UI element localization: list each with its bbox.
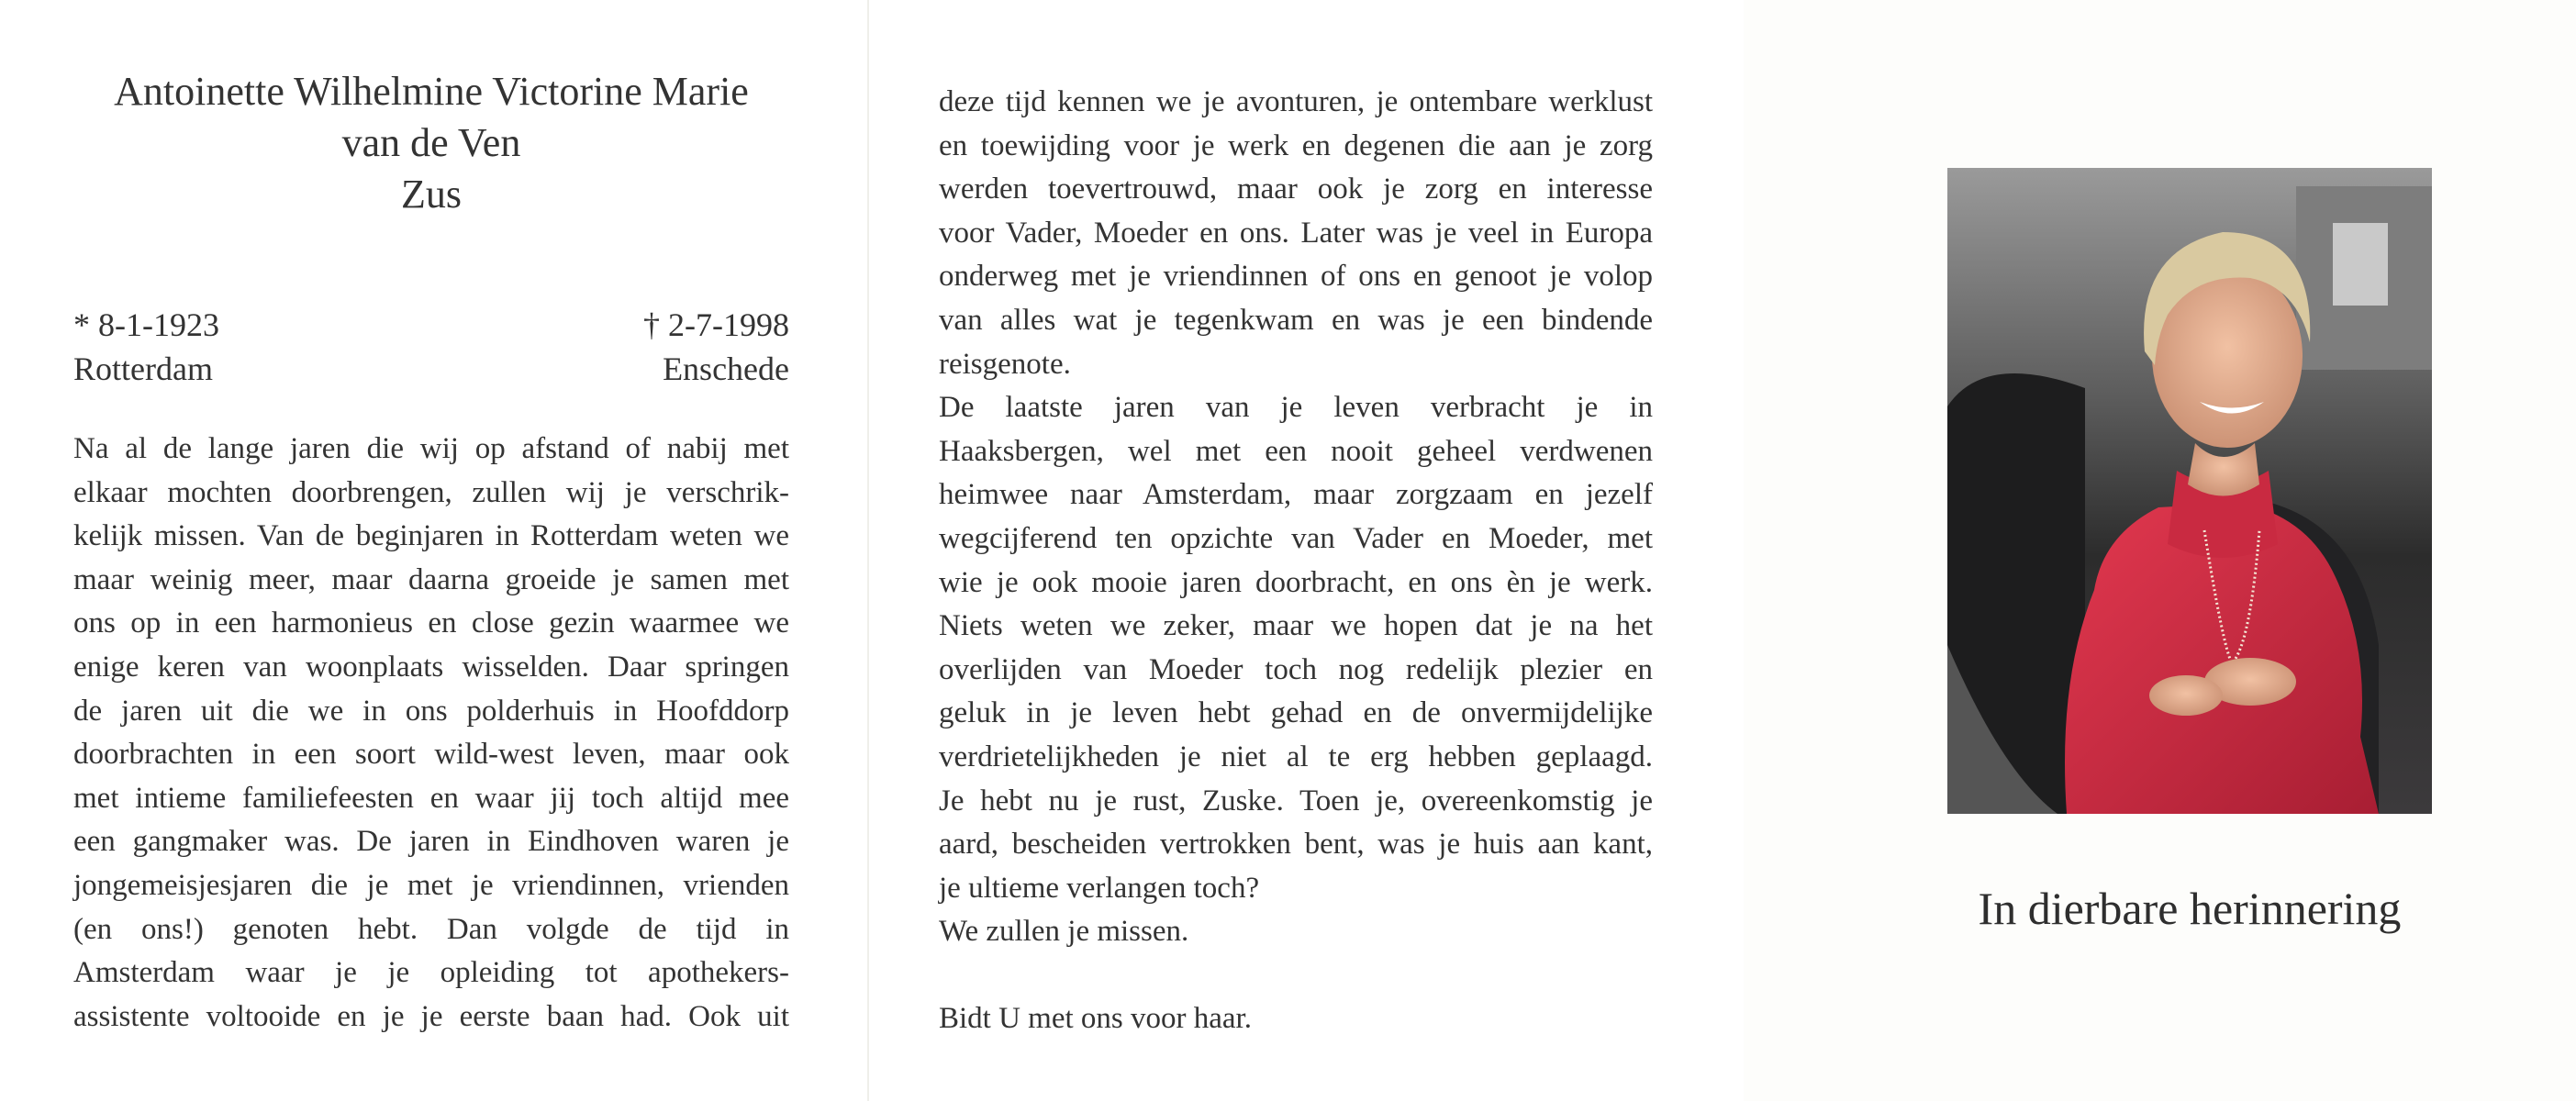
text-line: elkaar mochten doorbrengen, zullen wij je verschrik- — [73, 475, 789, 509]
left-panel — [0, 0, 867, 1101]
text-line: jongemeisjesjaren die je met je vriendinnen, vrienden — [73, 868, 789, 902]
text-line: (en ons!) genoten hebt. Dan volgde de tijd in — [73, 912, 789, 946]
text-line: De laatste jaren van je leven verbracht je in — [939, 391, 1653, 425]
memory-caption: In dierbare herinnering — [1978, 883, 2402, 934]
text-line: heimwee naar Amsterdam, maar zorgzaam en jezelf — [939, 478, 1653, 512]
tribute-text-part2 — [939, 81, 1653, 1041]
text-line: kelijk missen. Van de beginjaren in Rotterdam weten we — [73, 519, 789, 553]
text-line: werden toevertrouwd, maar ook je zorg en interesse — [939, 172, 1653, 206]
birth-place: Rotterdam — [73, 350, 213, 387]
portrait-illustration — [1947, 168, 2432, 814]
nickname: Zus — [401, 172, 462, 217]
text-line: met intieme familiefeesten en waar jij toch altijd mee — [73, 781, 789, 815]
text-line: een gangmaker was. De jaren in Eindhoven waren je — [73, 825, 789, 859]
text-line: Niets weten we zeker, maar we hopen dat je na het — [939, 609, 1653, 643]
text-line: maar weinig meer, maar daarna groeide je samen met — [73, 562, 789, 596]
text-line: wie je ook mooie jaren doorbracht, en ons èn je werk. — [939, 565, 1653, 599]
text-line: reisgenote. — [939, 347, 1071, 381]
text-line: Je hebt nu je rust, Zuske. Toen je, overeenkomstig je — [939, 784, 1653, 817]
text-line: onderweg met je vriendinnen of ons en genoot je volop — [939, 260, 1653, 294]
text-line: wegcijferend ten opzichte van Vader en Moeder, met — [939, 521, 1653, 555]
text-line: Haaksbergen, wel met een nooit geheel verdwenen — [939, 434, 1653, 468]
text-line: assistente voltooide en je je eerste baan had. Ook uit — [73, 999, 789, 1033]
text-line: We zullen je missen. — [939, 915, 1189, 949]
middle-panel — [867, 0, 1744, 1101]
text-line: aard, bescheiden vertrokken bent, was je huis aan kant, — [939, 828, 1653, 862]
text-line: de jaren uit die we in ons polderhuis in Hoofddorp — [73, 694, 789, 728]
text-line: overlijden van Moeder toch nog redelijk plezier en — [939, 652, 1653, 686]
birth-date: * 8-1-1923 — [73, 306, 219, 343]
text-line: deze tijd kennen we je avonturen, je ontembare werklust — [939, 85, 1653, 118]
text-line: van alles wat je tegenkwam en was je een bindende — [939, 303, 1653, 337]
name-line-2: van de Ven — [341, 120, 521, 165]
blank-line — [939, 954, 1653, 998]
text-line: Amsterdam waar je je opleiding tot apothekers- — [73, 956, 789, 990]
text-line: geluk in je leven hebt gehad en de onvermijdelijke — [939, 696, 1653, 730]
text-line: verdrietelijkheden je niet al te erg hebben geplaagd. — [939, 740, 1653, 773]
death-date: † 2-7-1998 — [643, 306, 789, 343]
tribute-text-part1 — [73, 428, 789, 1039]
text-line: ons op in een harmonieus en close gezin waarmee we — [73, 606, 789, 640]
text-line: je ultieme verlangen toch? — [939, 871, 1260, 905]
text-line: doorbrachten in een soort wild-west leven, maar ook — [73, 738, 789, 772]
text-line: Na al de lange jaren die wij op afstand of nabij met — [73, 432, 789, 465]
text-line: en toewijding voor je werk en degenen die aan je zorg — [939, 128, 1653, 162]
text-line: enige keren van woonplaats wisselden. Daar springen — [73, 650, 789, 684]
right-panel — [1744, 0, 2576, 1101]
deceased-name — [73, 66, 789, 220]
life-dates — [73, 303, 789, 391]
portrait-photo — [1947, 168, 2432, 814]
name-line-1: Antoinette Wilhelmine Victorine Marie — [114, 69, 749, 114]
death-place: Enschede — [663, 350, 789, 387]
closing-prayer: Bidt U met ons voor haar. — [939, 1002, 1252, 1036]
text-line: voor Vader, Moeder en ons. Later was je veel in Europa — [939, 216, 1653, 250]
